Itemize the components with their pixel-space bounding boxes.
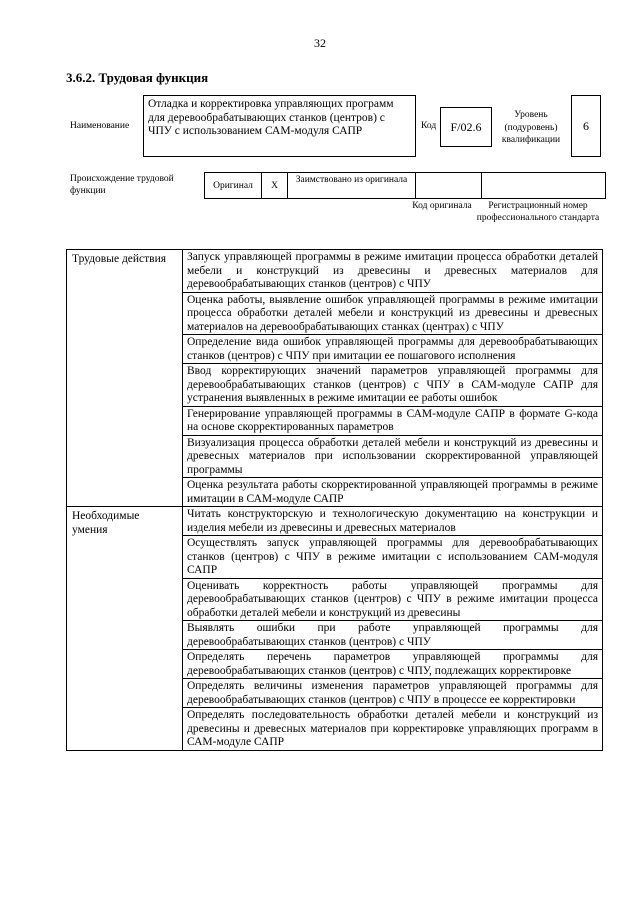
list-item: Осуществлять запуск управляющей программы для деревообрабатывающих станков (центров) с ЧПУ в режиме имитации с использованием САМ-модуля САПР [183,536,603,579]
code-label: Код [421,121,437,131]
function-code-value: F/02.6 [440,107,492,147]
origin-table [204,172,606,199]
function-details-table [66,249,603,751]
list-item: Определять перечень параметров управляющей программы для деревообрабатывающих станков (центров) с ЧПУ, подлежащих корректировке [183,650,603,679]
page-number: 32 [314,36,326,50]
list-item: Выявлять ошибки при работе управляющей программы для деревообрабатывающих станков (центров) с ЧПУ [183,621,603,650]
list-item: Генерирование управляющей программы в САМ-модуле САПР в формате G-кода на основе скорректированных параметров [183,406,603,435]
original-code-caption: Код оригинала [412,201,472,211]
original-label: Оригинал [205,173,262,199]
name-label: Наименование [70,121,130,131]
list-item: Запуск управляющей программы в режиме имитации процесса обработки деталей мебели и конструкций из древесины и древесных материалов для деревообрабатывающих станков (центров) с ЧПУ [183,250,603,293]
registration-number-cell [482,173,606,199]
list-item: Оценивать корректность работы управляющей программы для деревообрабатывающих станков (центров) с ЧПУ в режиме имитации процесса обработки деталей мебели и конструкций из древесины [183,578,603,621]
list-item: Читать конструкторскую и технологическую документацию на конструкции и изделия мебели из древесины и древесных материалов [183,507,603,536]
list-item: Оценка работы, выявление ошибок управляющей программы в режиме имитации процесса обработки деталей мебели и конструкций из древесины и древесных материалов на деревообрабатывающих станках (центрах) с ЧПУ [183,292,603,335]
level-value: 6 [571,95,601,157]
function-name-value: Отладка и корректировка управляющих программ для деревообрабатывающих станков (центров) с ЧПУ с использованием САМ-модуля САПР [143,95,416,157]
list-item: Визуализация процесса обработки деталей мебели и конструкций из древесины и древесных материалов при использовании скорректированной управляющей программы [183,435,603,478]
table-row [67,507,603,536]
list-item: Определение вида ошибок управляющей программы для деревообрабатывающих станков (центров) с ЧПУ при имитации ее пошагового исполнения [183,335,603,364]
list-item: Ввод корректирующих значений параметров управляющей программы для деревообрабатывающих станков (центров) с ЧПУ в САМ-модуле САПР для устранения выявленных в режиме имитации ее работы ошибок [183,364,603,407]
section-heading: 3.6.2. Трудовая функция [66,70,209,85]
section-title: Трудовые действия [67,250,183,507]
borrowed-label: Заимствовано из оригинала [288,173,416,199]
origin-label: Происхождение трудовой функции [70,174,174,196]
original-mark: X [262,173,288,199]
level-label: Уровень (подуровень) квалификации [501,110,561,145]
registration-number-caption: Регистрационный номер профессионального стандарта [476,201,600,223]
list-item: Оценка результата работы скорректированной управляющей программы в режиме имитации в САМ-модуле САПР [183,478,603,507]
original-code-cell [416,173,482,199]
function-name-row [66,95,606,157]
list-item: Определять последовательность обработки деталей мебели и конструкций из древесины и древесных материалов при корректировке управляющих программ в САМ-модуле САПР [183,708,603,751]
section-title: Необходимые умения [67,507,183,751]
table-row [67,250,603,293]
list-item: Определять величины изменения параметров управляющей программы для деревообрабатывающих станков (центров) с ЧПУ в процессе ее корректировки [183,679,603,708]
